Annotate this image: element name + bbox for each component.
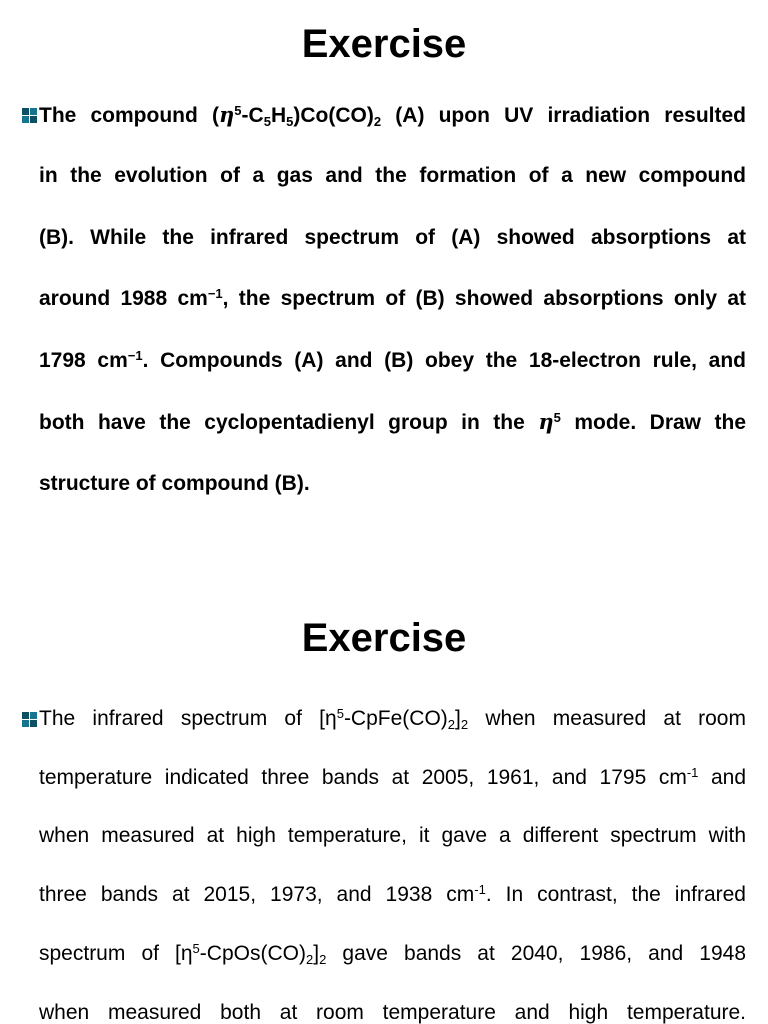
exercise-1-line-7: structure of compound (B). — [39, 472, 310, 495]
exercise-1-line-5: 1798 $cm^{-1}$. Compounds (A) and (B) obey the 18-electron rule, and — [39, 347, 746, 372]
exercise-1-line-3: (B). While the infrared spectrum of (A) showed absorptions at — [39, 226, 746, 249]
exercise-2-line-5: spectrum of $[\eta^5-CpOs(CO)_2]_2$ gave bands at 2040, 1986, and 1948 — [39, 940, 746, 967]
exercise-2-line-1: The infrared spectrum of $[\eta^5-CpFe(CO)_2]_2$ when measured at room — [39, 705, 746, 732]
exercise-2-line-6: when measured both at room temperature and high temperature. — [39, 1001, 746, 1024]
exercise-2-line-4: three bands at 2015, 1973, and 1938 $cm^{-1}$. In contrast, the infrared — [39, 881, 746, 906]
exercise-2-line-2: temperature indicated three bands at 2005, 1961, and 1795 $cm^{-1}$ and — [39, 764, 746, 789]
exercise-1-line-6: both have the cyclopentadienyl group in the $\eta^5$ mode. Draw the — [39, 409, 747, 434]
exercise-1-line-2: in the evolution of a gas and the formation of a new compound — [39, 164, 746, 187]
exercise-1-line-4: around 1988 $cm^{-1}$, the spectrum of (B) showed absorptions only at — [39, 285, 746, 310]
exercise-2-line-3: when measured at high temperature, it gave a different spectrum with — [39, 824, 746, 847]
exercise-title-2: Exercise — [301, 616, 467, 660]
exercise-title-1: Exercise — [301, 22, 467, 66]
exercise-1-line-1: The compound $(\eta^5-C_5H_5)Co(CO)_2$ (A) upon UV irradiation resulted — [39, 102, 746, 129]
